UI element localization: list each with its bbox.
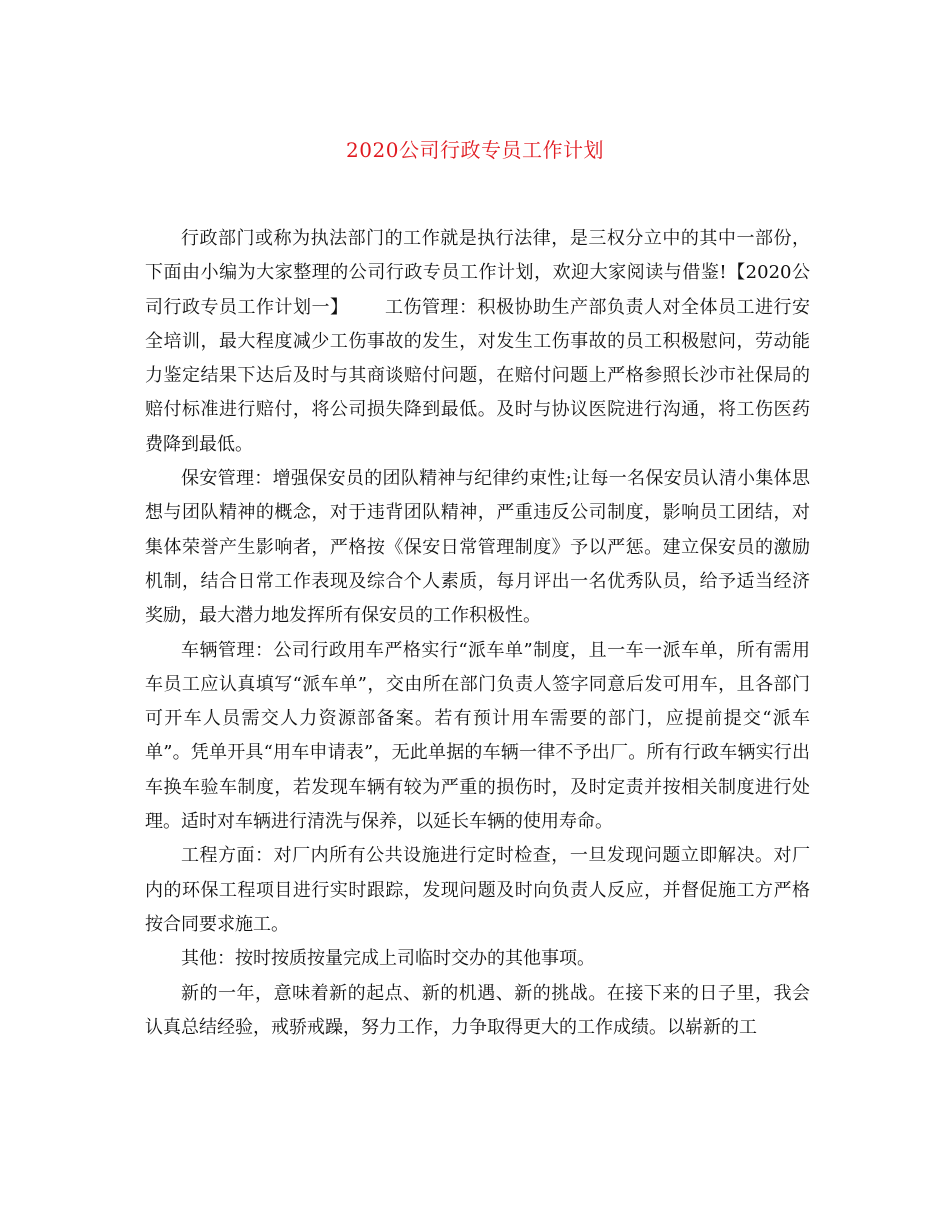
paragraph-security-management: 保安管理：增强保安员的团队精神与纪律约束性;让每一名保安员认清小集体思想与团队精神的概念，对于违背团队精神，严重违反公司制度，影响员工团结，对集体荣誉产生影响者，严格按《保安日常管理制度》予以严惩。建立保安员的激励机制，结合日常工作表现及综合个人素质，每月评出一名优秀队员，给予适当经济奖励，最大潜力地发挥所有保安员的工作积极性。: [145, 468, 810, 627]
document-body: [145, 222, 810, 1045]
intro-text: 行政部门或称为执法部门的工作就是执行法律，是三权分立中的其中一部份，下面由小编为大家整理的公司行政专员工作计划，欢迎大家阅读与借鉴!: [145, 228, 810, 284]
paragraph-new-year: 新的一年，意味着新的起点、新的机遇、新的挑战。在接下来的日子里，我会认真总结经验，戒骄戒躁，努力工作，力争取得更大的工作成绩。以崭新的工: [145, 982, 810, 1038]
paragraph-injury-management: 工伤管理：积极协助生产部负责人对全体员工进行安全培训，最大程度减少工伤事故的发生，对发生工伤事故的员工积极慰问，劳动能力鉴定结果下达后及时与其商谈赔付问题，在赔付问题上严格参照长沙市社保局的赔付标准进行赔付，将公司损失降到最低。及时与协议医院进行沟通，将工伤医药费降到最低。: [145, 296, 810, 455]
paragraph-engineering: 工程方面：对厂内所有公共设施进行定时检查，一旦发现问题立即解决。对厂内的环保工程项目进行实时跟踪，发现问题及时向负责人反应，并督促施工方严格按合同要求施工。: [145, 845, 810, 935]
intro-paragraph: [145, 222, 810, 462]
section-heading: 【2020公司行政专员工作计划一】: [145, 262, 811, 318]
document-title: 2020公司行政专员工作计划: [346, 138, 604, 162]
paragraph-vehicle-management: 车辆管理：公司行政用车严格实行“派车单”制度，且一车一派车单，所有需用车员工应认真填写“派车单”，交由所在部门负责人签字同意后发可用车，且各部门可开车人员需交人力资源部备案。若有预计用车需要的部门，应提前提交“派车单”。凭单开具“用车申请表”，无此单据的车辆一律不予出厂。所有行政车辆实行出车换车验车制度，若发现车辆有较为严重的损伤时，及时定责并按相关制度进行处理。适时对车辆进行清洗与保养，以延长车辆的使用寿命。: [145, 639, 810, 833]
paragraph-other: 其他：按时按质按量完成上司临时交办的其他事项。: [181, 948, 595, 970]
